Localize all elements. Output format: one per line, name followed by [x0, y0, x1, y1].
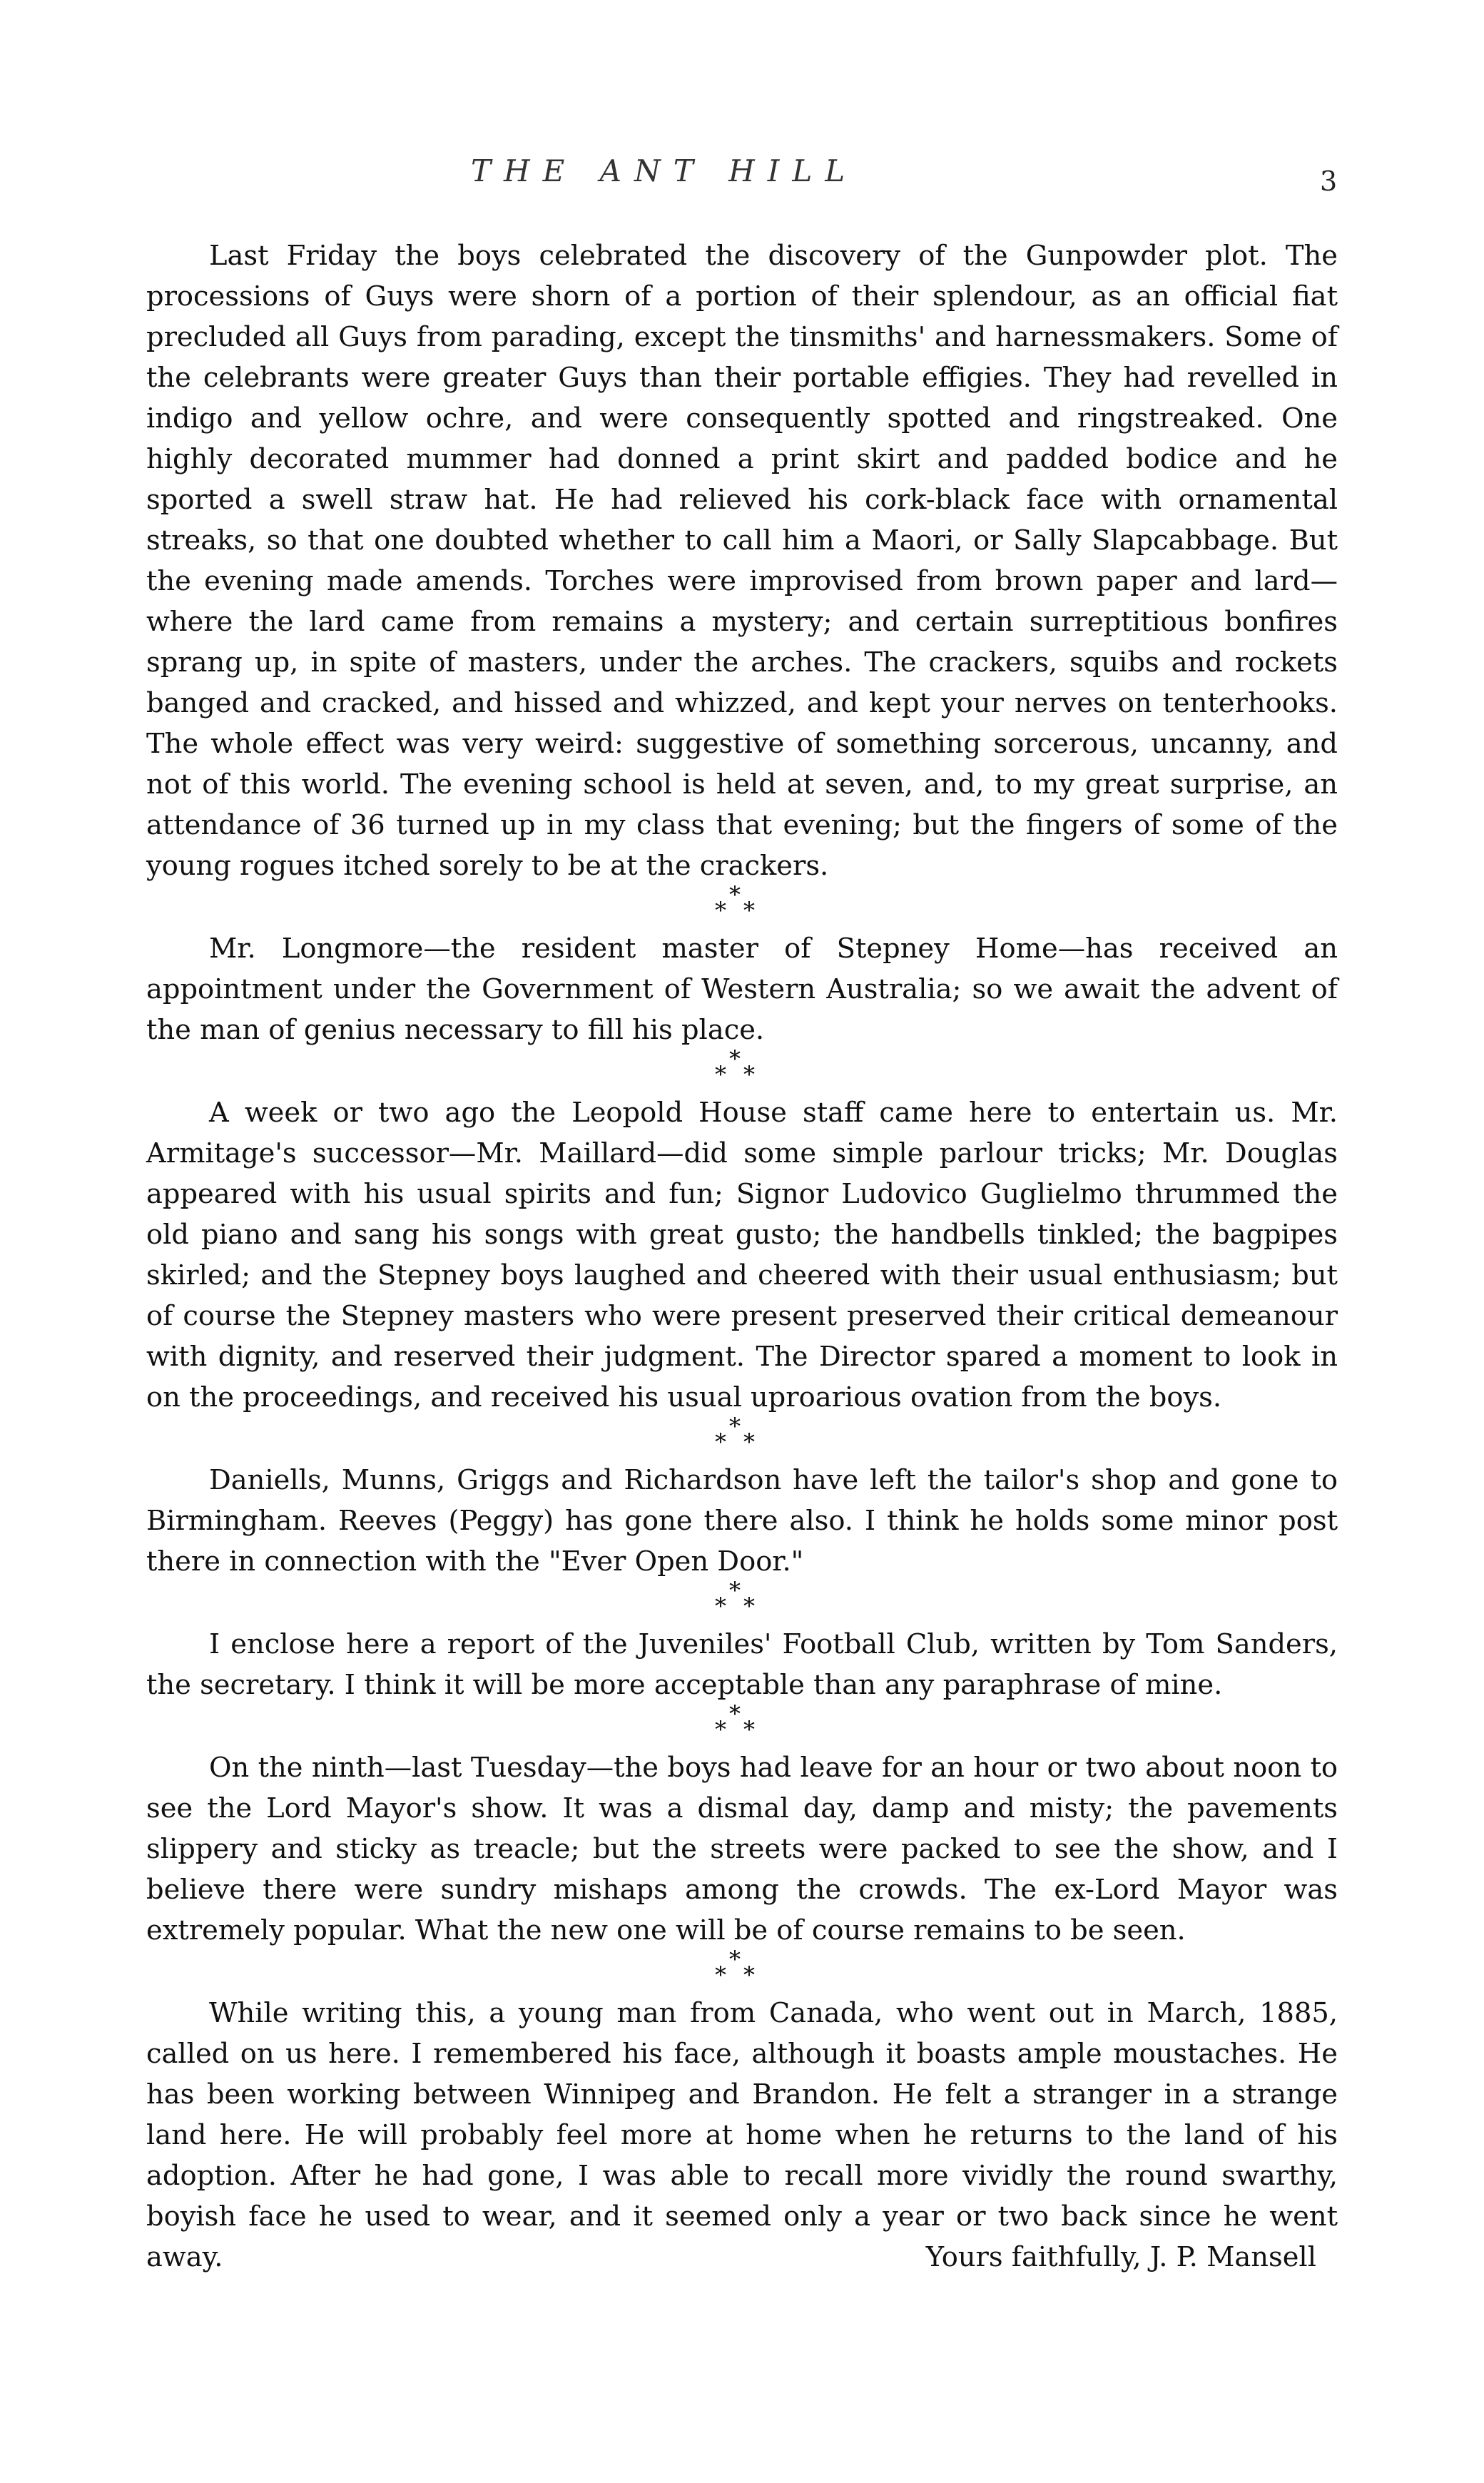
section-separator	[146, 881, 1338, 928]
asterisk-glyph: *	[715, 1961, 726, 1989]
asterisk-glyph: *	[743, 1716, 755, 1743]
asterisk-glyph: *	[715, 897, 726, 924]
page-number: 3	[1320, 166, 1338, 197]
asterisk-glyph: *	[729, 1045, 741, 1072]
section-separator	[146, 1413, 1338, 1460]
running-title: THE ANT HILL	[471, 153, 858, 188]
asterisk-glyph: *	[743, 897, 755, 924]
asterisk-glyph: *	[729, 1946, 741, 1973]
paragraph-leopold-house: A week or two ago the Leopold House staff came here to entertain us. Mr. Armitage's successor—Mr. Maillard—did some simple parlour tricks; Mr. Douglas appeared with his usual spirits and fun; Signor Ludovico Guglielmo thrummed the old piano and sang his songs with great gusto; the handbells tinkled; the bagpipes skirled; and the Stepney boys laughed and cheered with their usual enthusiasm; but of course the Stepney masters who were present preserved their critical demeanour with dignity, and reserved their judgment. The Director spared a moment to look in on the proceedings, and received his usual uproarious ovation from the boys.	[146, 1097, 1338, 1413]
asterisk-glyph: *	[715, 1428, 726, 1456]
section-separator	[146, 1946, 1338, 1993]
asterisk-glyph: *	[743, 1593, 755, 1620]
paragraph-longmore: Mr. Longmore—the resident master of Stepney Home—has received an appointment under the Government of Western Australia; so we await the advent of the man of genius necessary to fill his place.	[146, 933, 1338, 1046]
asterisk-glyph: *	[743, 1961, 755, 1989]
paragraph-birmingham: Daniells, Munns, Griggs and Richardson have left the tailor's shop and gone to Birmingham. Reeves (Peggy) has gone there also. I think he holds some minor post there in connection with the "Ever Open Door."	[146, 1464, 1338, 1578]
paragraph-guy-fawkes: Last Friday the boys celebrated the discovery of the Gunpowder plot. The processions of Guys were shorn of a portion of their splendour, as an official fiat precluded all Guys from parading, except the tinsmiths' and harnessmakers. Some of the celebrants were greater Guys than their portable effigies. They had revelled in indigo and yellow ochre, and were consequently spotted and ringstreaked. One highly decorated mummer had donned a print skirt and padded bodice and he sported a swell straw hat. He had relieved his cork-black face with ornamental streaks, so that one doubted whether to call him a Maori, or Sally Slapcabbage. But the evening made amends. Torches were improvised from brown paper and lard—where the lard came from remains a mystery; and certain surreptitious bonfires sprang up, in spite of masters, under the arches. The crackers, squibs and rockets banged and cracked, and hissed and whizzed, and kept your nerves on tenterhooks. The whole effect was very weird: suggestive of something sorcerous, uncanny, and not of this world. The evening school is held at seven, and, to my great surprise, an attendance of 36 turned up in my class that evening; but the fingers of some of the young rogues itched sorely to be at the crackers.	[146, 240, 1338, 882]
section-separator	[146, 1045, 1338, 1092]
asterisk-glyph: *	[743, 1428, 755, 1456]
paragraph-football-club: I enclose here a report of the Juveniles' Football Club, written by Tom Sanders, the secretary. I think it will be more acceptable than any paraphrase of mine.	[146, 1628, 1338, 1701]
section-separator	[146, 1700, 1338, 1747]
section-separator	[146, 1577, 1338, 1624]
asterisk-glyph: *	[715, 1593, 726, 1620]
asterisk-glyph: *	[743, 1061, 755, 1088]
asterisk-glyph: *	[729, 881, 741, 908]
signature: Yours faithfully, J. P. Mansell	[925, 2241, 1316, 2273]
asterisk-glyph: *	[729, 1413, 741, 1440]
body-text	[146, 235, 1338, 2278]
asterisk-glyph: *	[715, 1061, 726, 1088]
asterisk-glyph: *	[729, 1700, 741, 1727]
paragraph-lord-mayors-show: On the ninth—last Tuesday—the boys had leave for an hour or two about noon to see the Lord Mayor's show. It was a dismal day, damp and misty; the pavements slippery and sticky as treacle; but the streets were packed to see the show, and I believe there were sundry mishaps among the crowds. The ex-Lord Mayor was extremely popular. What the new one will be of course remains to be seen.	[146, 1752, 1338, 1946]
asterisk-glyph: *	[715, 1716, 726, 1743]
asterisk-glyph: *	[729, 1577, 741, 1604]
paragraph-canada-visitor	[146, 1993, 1338, 2278]
paragraph-canada-text: While writing this, a young man from Canada, who went out in March, 1885, called on us here. I remembered his face, although it boasts ample moustaches. He has been working between Winnipeg and Brandon. He felt a stranger in a strange land here. He will probably feel more at home when he returns to the land of his adoption. After he had gone, I was able to recall more vividly the round swarthy, boyish face he used to wear, and it seemed only a year or two back since he went away.	[146, 1997, 1338, 2273]
